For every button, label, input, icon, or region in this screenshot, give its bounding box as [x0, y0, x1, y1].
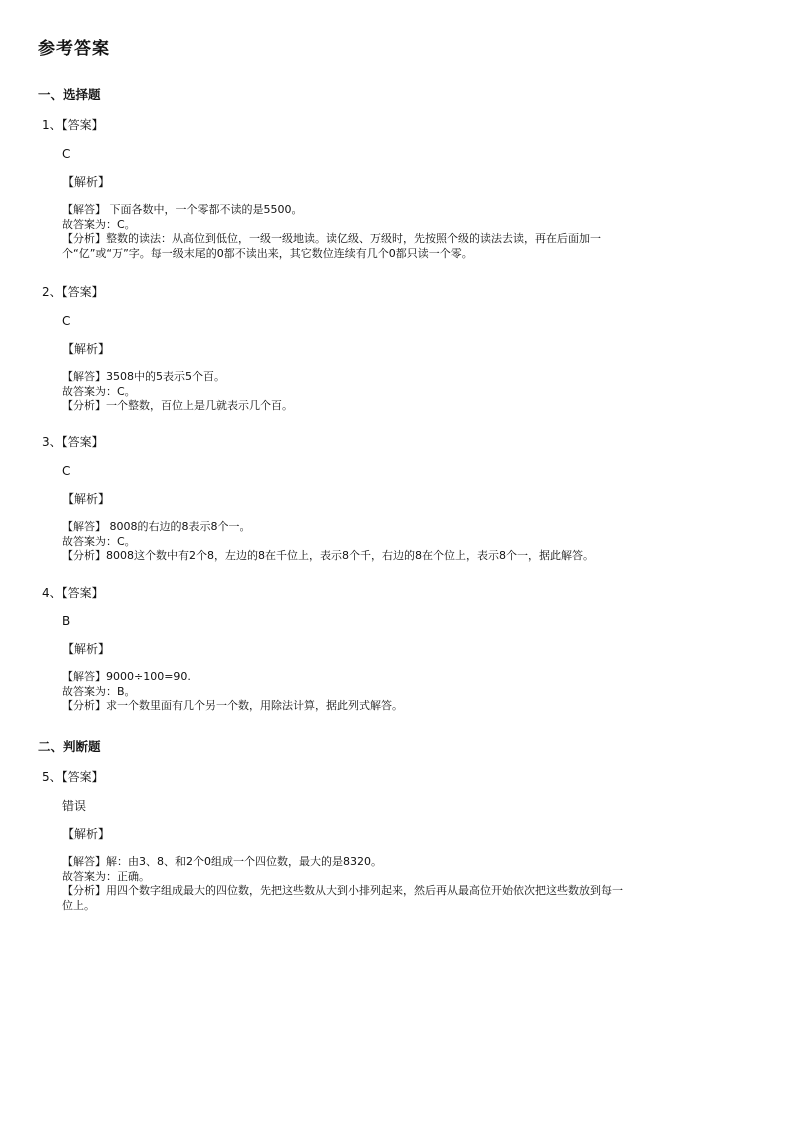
- explanation-line: 【分析】一个整数，百位上是几就表示几个百。: [62, 399, 293, 412]
- explanation-line: 【解答】 8008的右边的8表示8个一。: [62, 520, 251, 533]
- explanation-line: 故答案为：正确。: [62, 869, 150, 883]
- section-heading-judgment: 二、判断题: [38, 739, 101, 754]
- question-3-analysis-label: 【解析】: [62, 492, 111, 506]
- question-1-analysis-label: 【解析】: [62, 175, 111, 189]
- explanation-line: 【解答】解：由3、8、和2个0组成一个四位数，最大的是8320。: [62, 855, 382, 868]
- explanation-line: 【分析】求一个数里面有几个另一个数，用除法计算，据此列式解答。: [62, 699, 403, 712]
- question-2-answer: C: [62, 314, 71, 328]
- question-2-explanation: [62, 370, 722, 414]
- explanation-line: 故答案为：C。: [62, 217, 136, 231]
- question-3-answer: C: [62, 464, 71, 478]
- question-3-heading: 3、【答案】: [42, 435, 104, 449]
- question-5-heading: 5、【答案】: [42, 770, 104, 784]
- question-1-explanation: [62, 203, 722, 261]
- explanation-line: 【解答】3508中的5表示5个百。: [62, 370, 225, 383]
- explanation-line: 个“亿”或“万”字。每一级末尾的0都不读出来，其它数位连续有几个0都只读一个零。: [62, 246, 473, 260]
- explanation-line: 【分析】整数的读法：从高位到低位，一级一级地读。读亿级、万级时，先按照个级的读法去读，再在后面加一: [62, 232, 601, 245]
- question-2-analysis-label: 【解析】: [62, 342, 111, 356]
- page-title: 参考答案: [38, 39, 110, 59]
- question-5-answer: 错误: [62, 799, 87, 813]
- question-5-analysis-label: 【解析】: [62, 827, 111, 841]
- question-4-answer: B: [62, 614, 71, 628]
- question-3-explanation: [62, 520, 722, 564]
- question-4-explanation: [62, 670, 722, 714]
- explanation-line: 【解答】 下面各数中，一个零都不读的是5500。: [62, 203, 303, 216]
- question-4-analysis-label: 【解析】: [62, 642, 111, 656]
- explanation-line: 【分析】用四个数字组成最大的四位数，先把这些数从大到小排列起来，然后再从最高位开始依次把这些数放到每一: [62, 884, 623, 897]
- section-heading-choice: 一、选择题: [38, 87, 101, 102]
- question-2-heading: 2、【答案】: [42, 285, 104, 299]
- question-1-answer: C: [62, 147, 71, 161]
- explanation-line: 位上。: [62, 898, 95, 912]
- question-4-heading: 4、【答案】: [42, 586, 104, 600]
- question-5-explanation: [62, 855, 722, 913]
- explanation-line: 故答案为：B。: [62, 684, 136, 698]
- explanation-line: 故答案为：C。: [62, 384, 136, 398]
- question-1-heading: 1、【答案】: [42, 118, 104, 132]
- explanation-line: 【解答】9000÷100=90.: [62, 670, 191, 683]
- explanation-line: 【分析】8008这个数中有2个8，左边的8在千位上，表示8个千，右边的8在个位上，表示8个一，据此解答。: [62, 549, 594, 562]
- explanation-line: 故答案为：C。: [62, 534, 136, 548]
